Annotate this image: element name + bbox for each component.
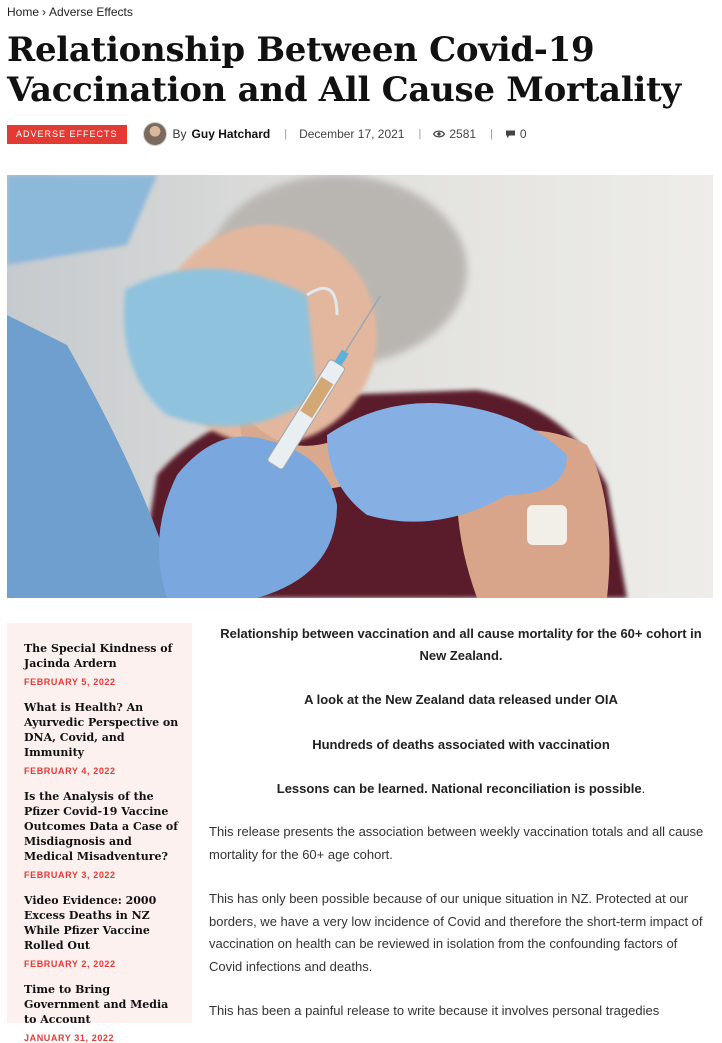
article-subheading: Hundreds of deaths associated with vaccination — [312, 737, 610, 752]
subheading-text: Lessons can be learned. National reconciliation is possible — [276, 781, 642, 796]
breadcrumb-current-link[interactable]: Adverse Effects — [49, 5, 133, 19]
article-paragraph: This has only been possible because of our unique situation in NZ. Protected at our borders, we have a very low incidence of Covid and therefore the short-term impact of vaccination on health can be reviewed in isolation from the confounding factors of Covid infections and deaths. — [209, 891, 703, 974]
article-subheading: Relationship between vaccination and all cause mortality for the 60+ cohort in New Zealand. — [220, 626, 702, 663]
views-number: 2581 — [449, 127, 477, 141]
meta-divider: | — [284, 128, 288, 140]
vaccination-photo — [7, 175, 713, 598]
author-link[interactable]: Guy Hatchard — [191, 127, 271, 141]
sidebar-post[interactable] — [24, 789, 180, 880]
article-paragraph: This release presents the association between weekly vaccination totals and all cause mortality for the 60+ age cohort. — [209, 824, 704, 862]
sidebar-post-date: FEBRUARY 2, 2022 — [24, 959, 116, 969]
author-avatar[interactable] — [143, 122, 167, 146]
recent-posts-sidebar — [7, 623, 192, 1043]
sidebar-post[interactable] — [24, 641, 180, 687]
article-subheading: A look at the New Zealand data released under OIA — [304, 692, 618, 707]
category-badge[interactable]: ADVERSE EFFECTS — [7, 125, 127, 144]
meta-divider: | — [418, 128, 422, 140]
sidebar-post-title[interactable]: Time to Bring Government and Media to Account — [24, 983, 169, 1026]
sidebar-post-date: FEBRUARY 5, 2022 — [24, 677, 116, 687]
views-count — [433, 127, 476, 141]
article-paragraph: This has been a painful release to write because it involves personal tragedies — [209, 1003, 660, 1018]
by-label: By — [172, 127, 187, 141]
article-title: Relationship Between Covid-19 Vaccination and All Cause Mortality — [7, 30, 681, 110]
publish-date: December 17, 2021 — [299, 127, 405, 141]
comments-number: 0 — [519, 127, 527, 141]
sidebar-post-date: FEBRUARY 4, 2022 — [24, 766, 116, 776]
sidebar-post-title[interactable]: The Special Kindness of Jacinda Ardern — [24, 642, 173, 670]
sidebar-post[interactable] — [24, 700, 180, 776]
sidebar-post-title[interactable]: Is the Analysis of the Pfizer Covid-19 Vaccine Outcomes Data a Case of Misdiagnosis and Medical Misadventure? — [24, 790, 178, 863]
breadcrumb-separator: › — [42, 5, 47, 19]
breadcrumb — [7, 5, 133, 19]
subheading-period: . — [641, 781, 646, 796]
meta-divider: | — [490, 128, 493, 140]
eye-icon — [433, 130, 445, 138]
article-subheading — [209, 778, 713, 800]
sidebar-post-title[interactable]: What is Health? An Ayurvedic Perspective on DNA, Covid, and Immunity — [24, 701, 179, 759]
sidebar-post-title[interactable]: Video Evidence: 2000 Excess Deaths in NZ While Pfizer Vaccine Rolled Out — [24, 894, 157, 952]
sidebar-post-date: FEBRUARY 3, 2022 — [24, 870, 116, 880]
article-body — [209, 623, 713, 1023]
sidebar-post[interactable] — [24, 982, 180, 1043]
sidebar-post-date: JANUARY 31, 2022 — [24, 1033, 115, 1043]
comments-count[interactable] — [505, 127, 527, 141]
breadcrumb-home-link[interactable]: Home — [7, 5, 40, 19]
article-meta — [7, 122, 527, 146]
featured-image — [7, 175, 713, 598]
sidebar-post[interactable] — [24, 893, 180, 969]
speech-bubble-icon — [505, 129, 516, 139]
